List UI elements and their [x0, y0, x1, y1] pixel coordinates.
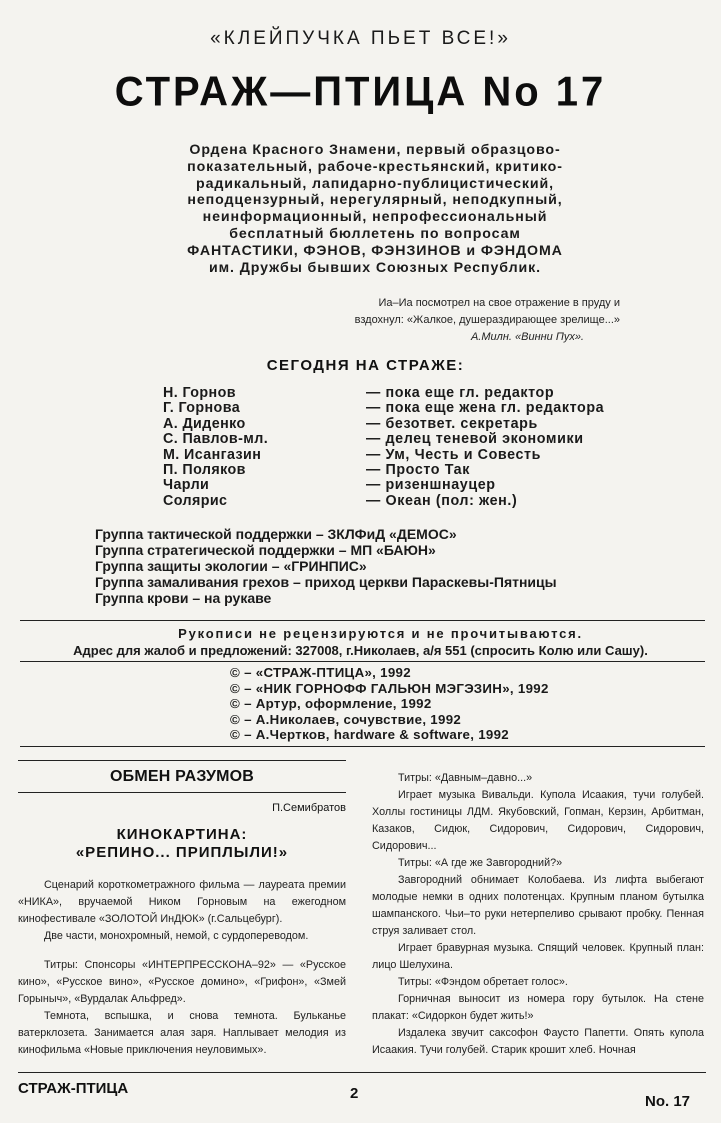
- group-line: Группа тактической поддержки – ЗКЛФиД «ДЕМОС»: [95, 526, 457, 542]
- staff-row: [163, 494, 663, 509]
- staff-row: [163, 401, 663, 416]
- divider: [20, 661, 705, 662]
- subtitle-line: бесплатный бюллетень по вопросам: [229, 225, 521, 242]
- staff-role: — Ум, Честь и Совесть: [366, 446, 542, 463]
- copyright-line: © – «НИК ГОРНОФФ ГАЛЬЮН МЭГЭЗИН», 1992: [230, 680, 549, 696]
- staff-row: [163, 463, 663, 478]
- article-paragraph: Титры: «Давным–давно...»: [398, 772, 533, 784]
- subtitle-line: им. Дружбы бывших Союзных Республик.: [209, 259, 541, 276]
- staff-row: [163, 386, 663, 401]
- subtitle-line: показательный, рабоче-крестьянский, критико-: [187, 158, 563, 175]
- group-line: Группа крови – на рукаве: [95, 590, 272, 606]
- article-paragraph: Титры: «Фэндом обретает голос».: [398, 976, 568, 988]
- copyright-line: © – «СТРАЖ-ПТИЦА», 1992: [230, 665, 411, 680]
- subtitle-line: ФАНТАСТИКИ, ФЭНОВ, ФЭНЗИНОВ и ФЭНДОМА: [187, 242, 563, 259]
- article-paragraph: Темнота, вспышка, и снова темнота. Бульканье ватерклозета. Занимается алая заря. Наплывает мелодия из кинофильма «Новые приключения неуловимых».: [18, 1010, 346, 1056]
- staff-role: — пока еще гл. редактор: [366, 385, 555, 401]
- staff-heading: СЕГОДНЯ НА СТРАЖЕ:: [266, 357, 465, 374]
- article-author: П.Семибратов: [272, 802, 346, 814]
- copyright-line: © – А.Чертков, hardware & software, 1992: [230, 727, 510, 742]
- notice: [0, 625, 721, 659]
- staff-role: — безответ. секретарь: [366, 415, 538, 432]
- epigraph-attribution: А.Милн. «Винни Пух».: [470, 331, 584, 343]
- group-line: Группа замаливания грехов – приход церкви Параскевы-Пятницы: [95, 574, 557, 590]
- footer-rule: [18, 1072, 706, 1073]
- staff-name: П. Поляков: [163, 462, 246, 479]
- masthead-subtitle: [140, 142, 610, 276]
- notice-line: Рукописи не рецензируются и не прочитываются.: [178, 626, 583, 641]
- staff-name: А. Диденко: [163, 415, 246, 432]
- copyright-line: © – А.Николаев, сочувствие, 1992: [230, 711, 462, 727]
- article-paragraph: Издалека звучит саксофон Фаусто Папетти. Опять купола Исаакия. Тучи голубей. Старик крошит хлеб. Ночная: [372, 1027, 704, 1056]
- staff-row: [163, 432, 663, 447]
- article-title: [18, 826, 346, 862]
- staff-name: Чарли: [163, 477, 210, 494]
- staff-role: — Океан (пол: жен.): [366, 492, 518, 509]
- group-line: Группа стратегической поддержки – МП «БАЮН»: [95, 542, 436, 558]
- subtitle-line: Ордена Красного Знамени, первый образцово-: [189, 142, 561, 158]
- staff-role: — делец теневой экономики: [366, 431, 584, 448]
- subtitle-line: неподцензурный, нерегулярный, неподкупный,: [187, 192, 563, 209]
- article-paragraph: Играет бравурная музыка. Спящий человек. Крупный план: лицо Шелухина.: [372, 942, 704, 971]
- staff-name: Г. Горнова: [163, 400, 241, 417]
- subtitle-line: неинформационный, непрофессиональный: [202, 209, 548, 226]
- footer-publication: СТРАЖ-ПТИЦА: [18, 1080, 129, 1097]
- copyright-list: [230, 665, 610, 743]
- article-title-line: КИНОКАРТИНА:: [116, 826, 248, 843]
- article-left-column: [18, 760, 346, 1059]
- section-title: ОБМЕН РАЗУМОВ: [109, 768, 255, 785]
- slogan: «КЛЕЙПУЧКА ПЬЕТ ВСЕ!»: [210, 28, 511, 49]
- staff-role: — Просто Так: [366, 462, 470, 479]
- subtitle-line: радикальный, лапидарно-публицистический,: [196, 175, 554, 192]
- staff-role: — ризеншнауцер: [366, 477, 496, 494]
- article-paragraph: Титры: Спонсоры «ИНТЕРПРЕССКОНА–92» — «Русское кино», «Русское вино», «Русское домино», «Грифон», «Змей Горыныч», «Вурдалак Альфред».: [18, 959, 346, 1005]
- group-line: Группа защиты экологии – «ГРИНПИС»: [95, 558, 367, 574]
- article-right-column: [372, 770, 704, 1059]
- staff-role: — пока еще жена гл. редактора: [366, 400, 605, 417]
- staff-name: М. Исангазин: [163, 446, 262, 463]
- staff-row: [163, 448, 663, 463]
- article-paragraph: Две части, монохромный, немой, с сурдопереводом.: [44, 930, 309, 942]
- epigraph-line: Иа–Иа посмотрел на свое отражение в пруду и: [378, 297, 620, 309]
- article-title-line: «РЕПИНО... ПРИПЛЫЛИ!»: [75, 844, 289, 861]
- staff-name: Солярис: [163, 492, 228, 509]
- masthead-title: СТРАЖ—ПТИЦА No 17: [114, 68, 607, 116]
- epigraph: [320, 295, 620, 346]
- page-number: 2: [350, 1085, 359, 1102]
- staff-name: Н. Горнов: [163, 385, 236, 401]
- article-paragraph: Горничная выносит из номера гору бутылок. На стене плакат: «Сидоркон будет жить!»: [372, 993, 704, 1022]
- staff-list: [163, 386, 663, 509]
- article-paragraph: Титры: «А где же Завгородний?»: [398, 857, 563, 869]
- issue-number: No. 17: [645, 1093, 691, 1110]
- support-groups: [95, 526, 695, 606]
- divider: [20, 620, 705, 621]
- article-paragraph: Играет музыка Вивальди. Купола Исаакия, тучи голубей. Холлы гостиницы ЛДМ. Якубовский, Гопман, Керзин, Арбитман, Казаков, Сидюк, Сидорович, Сидорович, Сидорович, Сидорович...: [372, 789, 704, 852]
- section-rule-bottom: [18, 792, 346, 793]
- staff-row: [163, 417, 663, 432]
- article-paragraph: Сценарий короткометражного фильма — лауреата премии «НИКА», вручаемой Ником Горновым на ежегодном кинофестивале «ЗОЛОТОЙ ИнДЮК» (г.Сальцебург).: [18, 879, 346, 925]
- article-paragraph: Завгородний обнимает Колобаева. Из лифта выбегают молодые немки в одних полотенцах. Крупным планом бутылка шампанского. Чьи–то руки нетерпеливо срывают пробку. Пенная струя заливает стол.: [372, 874, 704, 937]
- staff-name: С. Павлов-мл.: [163, 431, 269, 448]
- staff-row: [163, 478, 663, 493]
- copyright-line: © – Артур, оформление, 1992: [230, 696, 432, 711]
- divider: [20, 746, 705, 747]
- epigraph-line: вздохнул: «Жалкое, душераздирающее зрелище...»: [354, 314, 620, 326]
- address-line: Адрес для жалоб и предложений: 327008, г.Николаев, а/я 551 (спросить Колю или Сашу).: [73, 643, 648, 658]
